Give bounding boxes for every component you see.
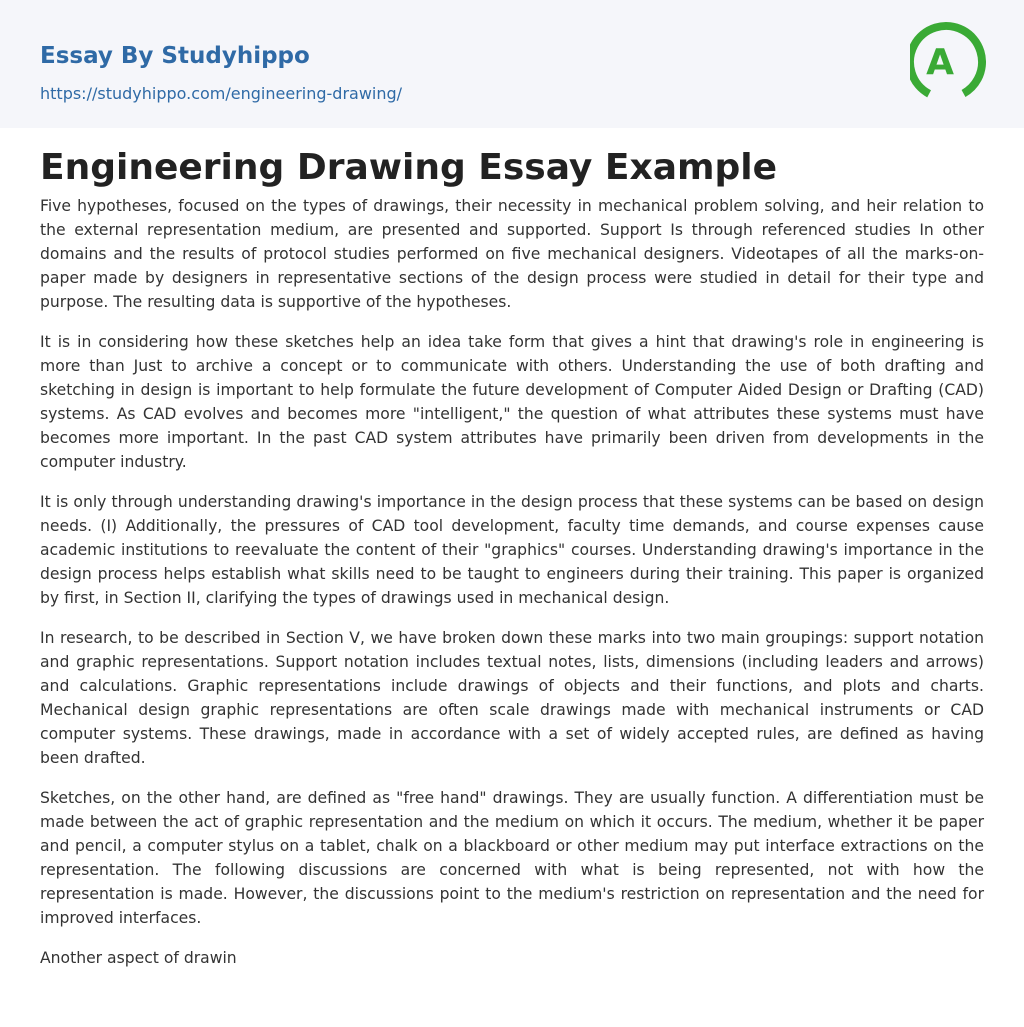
- page-title: Engineering Drawing Essay Example: [40, 147, 778, 188]
- paragraph: Another aspect of drawin: [40, 949, 237, 967]
- paragraph: It is in considering how these sketches help an idea take form that gives a hint that drawing's role in engineering is more than Just to archive a concept or to communicate with others. Understanding the use of both drafting and sketching in design is important to help formulate the future development of Computer Aided Design or Drafting (CAD) systems. As CAD evolves and becomes more "intelligent," the question of what attributes these systems must have becomes more important. In the past CAD system attributes have primarily been driven from developments in the computer industry.: [40, 333, 984, 471]
- paragraph: In research, to be described in Section V, we have broken down these marks into two main groupings: support notation and graphic representations. Support notation includes textual notes, lists, dimensions (including leaders and arrows) and calculations. Graphic representations include drawings of objects and their functions, and plots and charts. Mechanical design graphic representations are often scale drawings made with mechanical instruments or CAD computer systems. These drawings, made in accordance with a set of widely accepted rules, are defined as having been drafted.: [40, 629, 984, 767]
- paragraph: Sketches, on the other hand, are defined as "free hand" drawings. They are usually function. A differentiation must be made between the act of graphic representation and the medium on which it occurs. The medium, whether it be paper and pencil, a computer stylus on a tablet, chalk on a blackboard or other medium may put interface extractions on the representation. The following discussions are concerned with what is being represented, not with how the representation is made. However, the discussions point to the medium's restriction on representation and the need for improved interfaces.: [40, 789, 984, 927]
- paragraph: Five hypotheses, focused on the types of drawings, their necessity in mechanical problem solving, and heir relation to the external representation medium, are presented and supported. Support Is through referenced studies In other domains and the results of protocol studies performed on five mechanical designers. Videotapes of all the marks-on- paper made by designers in representative sections of the design process were studied in detail for their type and purpose. The resulting data is supportive of the hypotheses.: [40, 197, 984, 311]
- brand-title[interactable]: Essay By Studyhippo: [40, 43, 310, 69]
- source-url-link[interactable]: https://studyhippo.com/engineering-drawing/: [40, 84, 403, 103]
- essay-body: [40, 194, 984, 986]
- site-header: [0, 0, 1024, 128]
- paragraph: It is only through understanding drawing's importance in the design process that these systems can be based on design needs. (I) Additionally, the pressures of CAD tool development, faculty time demands, and course expenses cause academic institutions to reevaluate the content of their "graphics" courses. Understanding drawing's importance in the design process helps establish what skills need to be taught to engineers during their training. This paper is organized by first, in Section II, clarifying the types of drawings used in mechanical design.: [40, 493, 984, 607]
- studyhippo-logo-icon[interactable]: [910, 18, 986, 106]
- logo-letter: A: [926, 42, 954, 83]
